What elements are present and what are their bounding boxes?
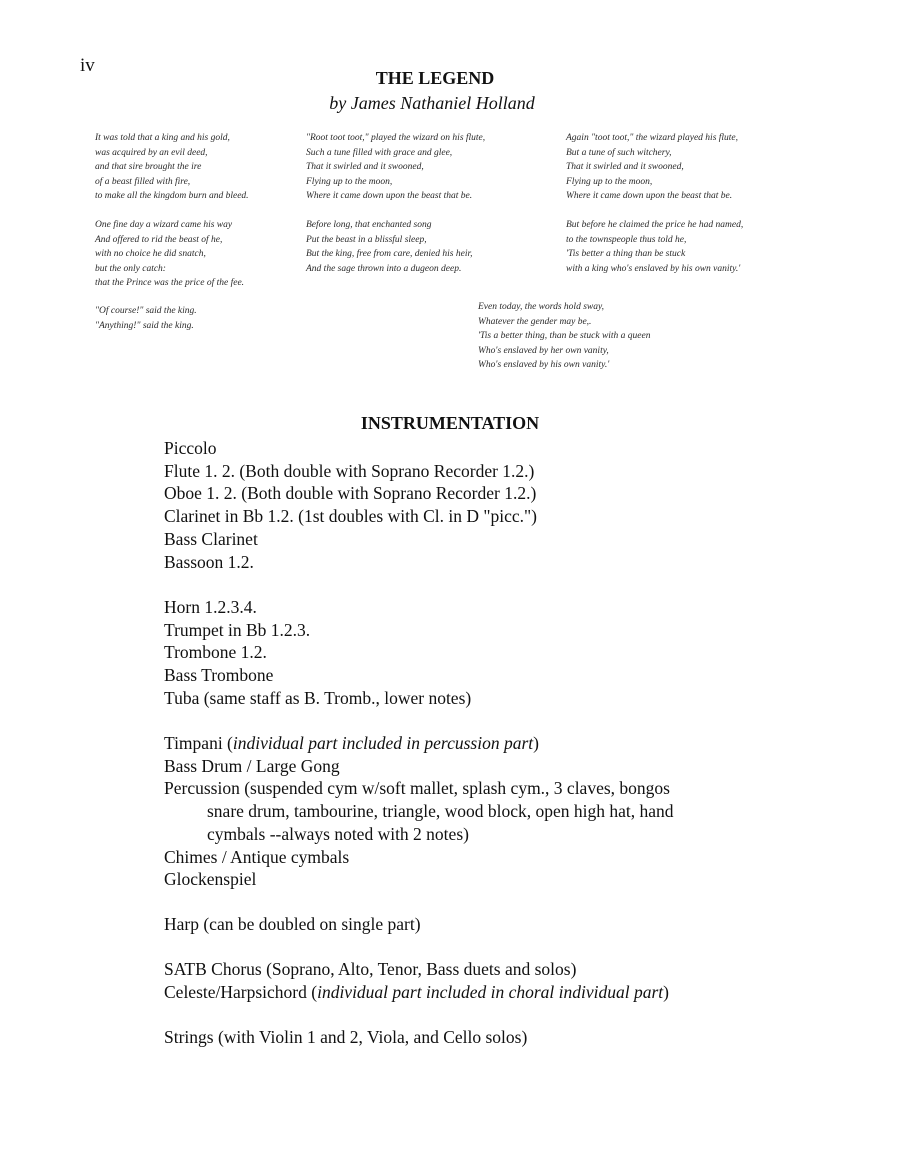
instrument-item: SATB Chorus (Soprano, Alto, Tenor, Bass duets and solos) [164, 959, 577, 979]
instrument-item: Piccolo [164, 438, 217, 458]
stanza-line: Put the beast in a blissful sleep, [306, 234, 427, 245]
stanza-line: Before long, that enchanted song [306, 220, 432, 230]
instrument-item: Bass Trombone [164, 665, 274, 686]
stanza-line: It was told that a king and his gold, [95, 133, 230, 143]
stanza-line: to the townspeople thus told he, [566, 234, 687, 245]
percussion-item-continued: cymbals --always noted with 2 notes) [207, 823, 469, 844]
stanza-line: Whatever the gender may be,. [478, 316, 592, 327]
stanza-5 [306, 218, 472, 276]
stanza-2 [306, 131, 485, 204]
stanza-line: And offered to rid the beast of he, [95, 234, 223, 245]
stanza-line: That it swirled and it swooned, [306, 162, 424, 173]
stanza-line: with no choice he did snatch, [95, 249, 206, 260]
stanza-line: but the only catch: [95, 263, 166, 274]
instrument-item: Clarinet in Bb 1.2. (1st doubles with Cl. in D "picc.") [164, 506, 538, 527]
brass-list [164, 596, 471, 710]
instrument-item: Bass Drum / Large Gong [164, 755, 340, 776]
stanza-1 [95, 131, 249, 204]
instrumentation-heading: INSTRUMENTATION [360, 413, 540, 433]
instrument-item: Horn 1.2.3.4. [164, 597, 257, 617]
chorus-list [164, 958, 669, 1003]
stanza-line: But the king, free from care, denied his heir, [306, 249, 473, 260]
poem-author: by James Nathaniel Holland [329, 93, 535, 113]
percussion-item-continued: snare drum, tambourine, triangle, wood block, open high hat, hand [207, 801, 674, 822]
stanza-line: Flying up to the moon, [566, 176, 653, 187]
stanza-line: 'Tis a better thing, than be stuck with a queen [478, 331, 651, 342]
stanza-line: was acquired by an evil deed, [95, 147, 208, 158]
stanza-line: And the sage thrown into a dugeon deep. [306, 263, 462, 274]
stanza-line: with a king who's enslaved by his own vanity.' [566, 263, 741, 274]
stanza-line: Where it came down upon the beast that be. [306, 191, 473, 202]
instrument-item: Tuba (same staff as B. Tromb., lower notes) [164, 687, 472, 708]
timpani-item: Timpani (individual part included in percussion part) [164, 733, 539, 753]
instrument-item: Trombone 1.2. [164, 642, 267, 663]
stanza-line: and that sire brought the ire [95, 162, 202, 173]
stanza-line: Such a tune filled with grace and glee, [306, 147, 453, 158]
stanza-line: But a tune of such witchery, [566, 147, 672, 158]
poem-title: THE LEGEND [375, 68, 495, 88]
stanza-line: that the Prince was the price of the fee. [95, 278, 245, 289]
stanza-line: to make all the kingdom burn and bleed. [95, 191, 249, 202]
instrument-item: Chimes / Antique cymbals [164, 846, 350, 867]
stanza-line: Even today, the words hold sway, [478, 302, 605, 312]
stanza-line: That it swirled and it swooned, [566, 162, 684, 173]
stanza-line: Who's enslaved by her own vanity, [478, 345, 609, 356]
stanza-4 [95, 218, 244, 291]
instrument-item: Flute 1. 2. (Both double with Soprano Recorder 1.2.) [164, 460, 535, 481]
stanza-line: "Root toot toot," played the wizard on his flute, [306, 133, 486, 143]
stanza-line: of a beast filled with fire, [95, 176, 191, 187]
instrument-item: Glockenspiel [164, 869, 257, 890]
stanza-8 [478, 300, 651, 373]
instrument-item: Harp (can be doubled on single part) [164, 914, 421, 934]
stanza-line: Who's enslaved by his own vanity.' [478, 360, 610, 371]
stanza-line: Where it came down upon the beast that be. [566, 191, 733, 202]
woodwinds-list [164, 437, 537, 573]
stanza-line: Flying up to the moon, [306, 176, 393, 187]
stanza-line: But before he claimed the price he had named, [566, 220, 744, 230]
instrument-item: Bassoon 1.2. [164, 551, 254, 572]
stanza-line: One fine day a wizard came his way [95, 220, 233, 230]
celeste-item: Celeste/Harpsichord (individual part included in choral individual part) [164, 981, 669, 1002]
instrument-item: Trumpet in Bb 1.2.3. [164, 619, 311, 640]
harp-list [164, 913, 421, 936]
page-number: iv [80, 55, 95, 76]
stanza-line: 'Tis better a thing than be stuck [566, 249, 686, 260]
stanza-line: "Anything!" said the king. [95, 320, 194, 331]
percussion-item: Percussion (suspended cym w/soft mallet, splash cym., 3 claves, bongos [164, 778, 670, 799]
stanza-line: "Of course!" said the king. [95, 306, 197, 316]
instrument-item: Bass Clarinet [164, 528, 258, 549]
percussion-list [164, 732, 674, 891]
stanza-line: Again "toot toot," the wizard played his flute, [566, 133, 739, 143]
instrument-item: Strings (with Violin 1 and 2, Viola, and Cello solos) [164, 1027, 528, 1047]
stanza-6 [566, 218, 743, 276]
stanza-3 [566, 131, 738, 204]
instrument-item: Oboe 1. 2. (Both double with Soprano Recorder 1.2.) [164, 483, 537, 504]
strings-list [164, 1026, 527, 1049]
stanza-7 [95, 304, 197, 333]
